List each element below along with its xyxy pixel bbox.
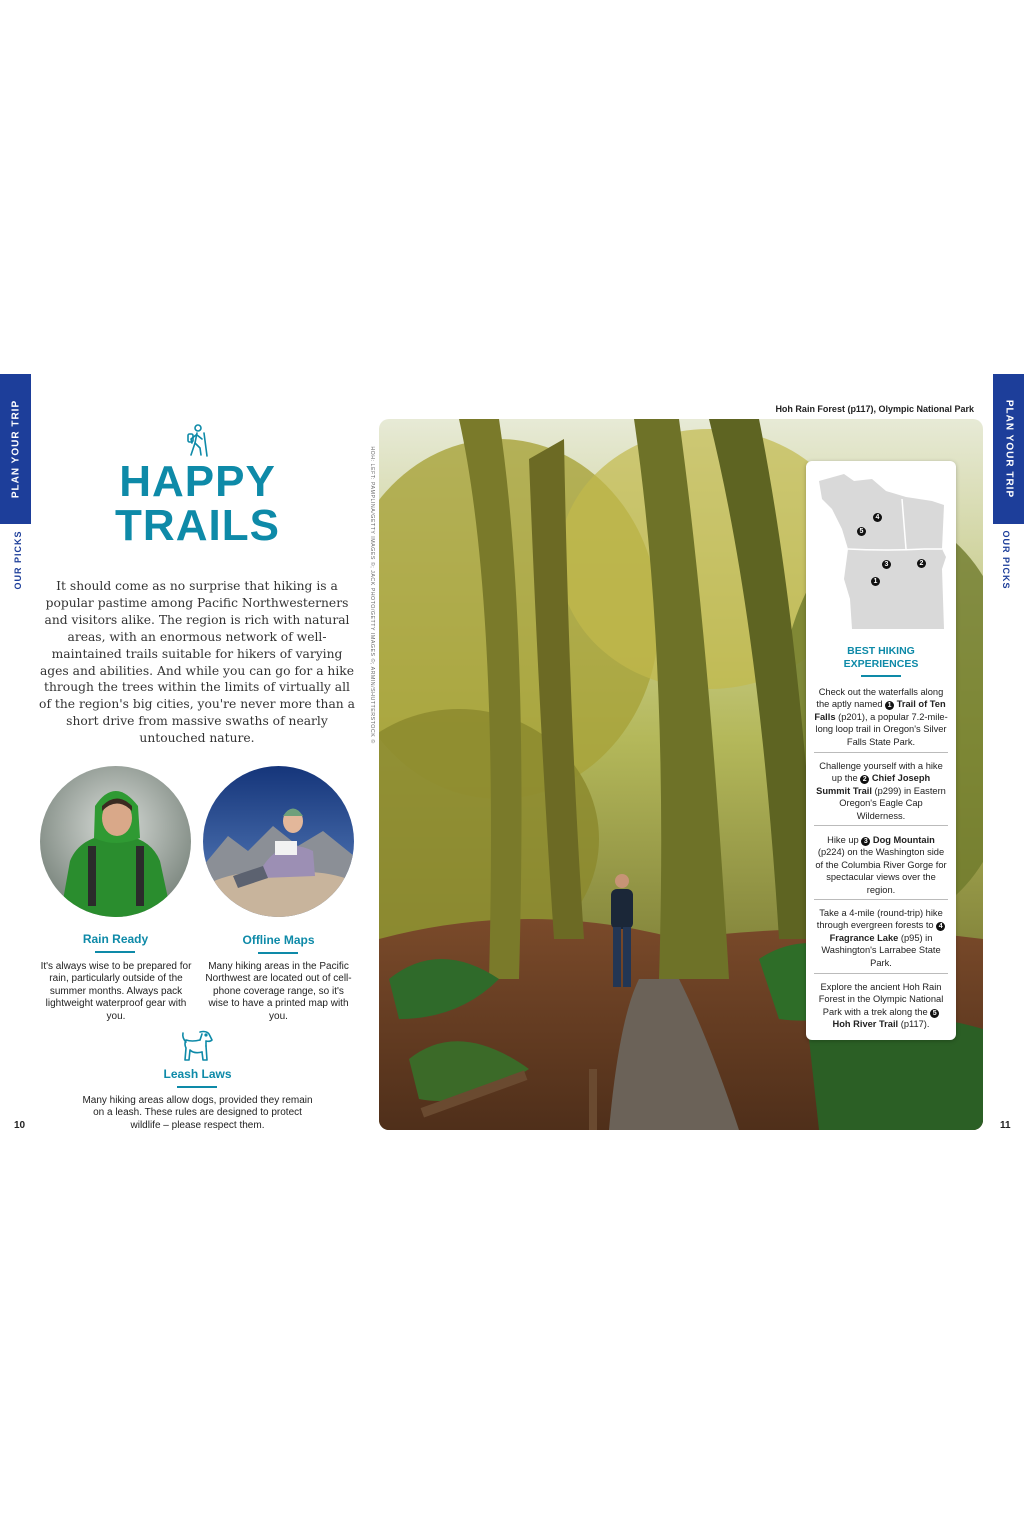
- hike-number: 2: [860, 775, 869, 784]
- card-title-line1: BEST HIKING: [847, 645, 915, 657]
- hike-item: [814, 686, 948, 748]
- side-tab-right: [993, 374, 1024, 524]
- feature-underline: [177, 1086, 217, 1088]
- region-map: [814, 469, 948, 634]
- hike-item-text: (p201), a popular 7.2-mile-long loop trail in Oregon's Silver Falls State Park.: [815, 711, 948, 747]
- hike-item-text: Check out the waterfalls along the aptly named: [816, 687, 944, 710]
- hike-item: [814, 907, 948, 969]
- feature-underline: [95, 951, 135, 953]
- item-divider: [814, 899, 948, 900]
- feature-title-leash-laws: Leash Laws: [163, 1067, 232, 1081]
- hike-number: 1: [885, 701, 894, 710]
- side-tab-left-label: PLAN YOUR TRIP: [10, 399, 21, 499]
- item-divider: [814, 752, 948, 753]
- feature-title-rain-ready: Rain Ready: [82, 932, 149, 946]
- hike-item-text: Hike up: [827, 835, 859, 845]
- section-label-right: [998, 530, 1014, 590]
- feature-body-rain-ready: It's always wise to be prepared for rain, particularly outside of the summer months. Always pack lightweight waterproof gear with you.: [40, 961, 192, 1022]
- photo-credit-text: HOH: LEFT: PAMPLINA/GETTY IMAGES ©; JACK PHOTO/GETTY IMAGES ©; ARMIN/SHUTTERSTOCK ©: [369, 446, 375, 744]
- hike-item-text: Challenge yourself with a hike up the: [819, 761, 943, 784]
- hike-name: Dog Mountain: [872, 835, 935, 845]
- hike-name: Trail of Ten Falls: [814, 699, 946, 722]
- section-label-left: [10, 530, 26, 590]
- page-number-right: 11: [1000, 1120, 1011, 1131]
- hike-item-text: (p299) in Eastern Oregon's Eagle Cap Wilderness.: [839, 785, 946, 821]
- hike-number: 4: [936, 922, 945, 931]
- item-divider: [814, 973, 948, 974]
- hike-item-text: (p117).: [900, 1019, 930, 1030]
- card-title-line2: EXPERIENCES: [843, 658, 919, 670]
- item-divider: [814, 825, 948, 826]
- feature-title-offline-maps: Offline Maps: [242, 933, 315, 947]
- hike-item-text: (p95) in Washington's Larrabee State Park.: [821, 932, 941, 968]
- feature-body-leash-laws: Many hiking areas allow dogs, provided they remain on a leash. These rules are designed to protect wildlife – please respect them.: [82, 1095, 313, 1131]
- map-marker: 4: [873, 513, 882, 522]
- page-title-line2: TRAILS: [115, 501, 280, 550]
- map-marker: 3: [882, 560, 891, 569]
- map-marker: 5: [857, 527, 866, 536]
- map-marker: 1: [871, 577, 880, 586]
- rain-ready-photo: [40, 766, 191, 917]
- dog-icon: [180, 1028, 216, 1064]
- hike-item-text: (p224) on the Washington side of the Columbia River Gorge for spectacular views over the region.: [815, 847, 947, 895]
- hike-item-text: Explore the ancient Hoh Rain Forest in the Olympic National Park with a trek along the: [818, 982, 944, 1017]
- section-label-left-text: OUR PICKS: [13, 530, 23, 590]
- page-title: [60, 457, 335, 550]
- hike-item: [814, 981, 948, 1031]
- photo-credit: [368, 430, 376, 760]
- hiker-icon: [182, 424, 212, 458]
- side-tab-right-label: PLAN YOUR TRIP: [1003, 399, 1014, 499]
- section-label-right-text: OUR PICKS: [1001, 530, 1011, 590]
- photo-caption: Hoh Rain Forest (p117), Olympic National Park: [775, 404, 974, 414]
- hike-number: 5: [930, 1009, 939, 1018]
- hike-item: [814, 760, 948, 822]
- intro-paragraph: It should come as no surprise that hiking is a popular pastime among Pacific Northwesterners and visitors alike. The region is rich with natural areas, with an enormous network of well-maintained trails suitable for hikers of varying ages and abilities. And while you can go for a hike through the trees within the limits of virtually all of the region's big cities, you're never more than a short drive from massive swaths of nearly untouched nature.: [39, 579, 355, 746]
- card-title: [806, 645, 956, 671]
- card-title-underline: [861, 675, 901, 677]
- offline-maps-photo: [203, 766, 354, 917]
- hike-item-text: Take a 4-mile (round-trip) hike through evergreen forests to: [816, 908, 943, 931]
- hike-name: Chief Joseph Summit Trail: [816, 773, 931, 796]
- page-title-line1: HAPPY: [119, 457, 276, 506]
- hike-name: Fragrance Lake: [829, 932, 899, 943]
- hike-name: Hoh River Trail: [832, 1019, 899, 1030]
- feature-underline: [258, 952, 298, 954]
- map-marker: 2: [917, 559, 926, 568]
- best-hiking-card: [806, 461, 956, 1040]
- hike-item: [814, 834, 948, 896]
- side-tab-left: [0, 374, 31, 524]
- page-number-left: 10: [14, 1120, 26, 1131]
- feature-body-offline-maps: Many hiking areas in the Pacific Northwest are located out of cell-phone coverage range, so it's wise to have a printed map with you.: [205, 961, 352, 1022]
- hike-number: 3: [861, 837, 870, 846]
